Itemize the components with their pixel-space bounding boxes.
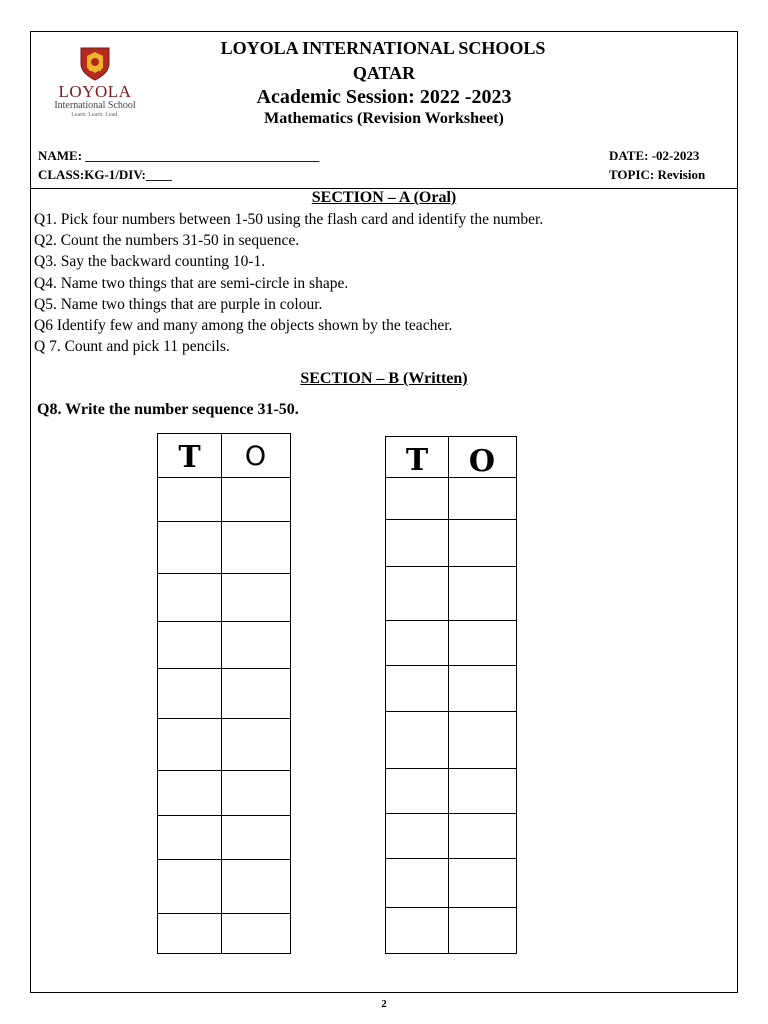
academic-session: Academic Session: 2022 -2023: [256, 86, 512, 108]
logo-tagline: Learn. Learn. Lead.: [71, 112, 119, 118]
class-field[interactable]: CLASS:KG-1/DIV:____: [38, 167, 172, 182]
topic-field: TOPIC: Revision: [609, 167, 706, 182]
question-item: Q5. Name two things that are purple in colour.: [34, 295, 323, 313]
question-item: Q2. Count the numbers 31-50 in sequence.: [34, 232, 300, 250]
tens-header: T: [178, 440, 201, 475]
name-field[interactable]: NAME: ____________________________________: [38, 148, 320, 163]
question-item: Q3. Say the backward counting 10-1.: [34, 253, 266, 271]
question-item: Q 7. Count and pick 11 pencils.: [34, 338, 230, 356]
question-8: Q8. Write the number sequence 31-50.: [37, 401, 299, 418]
worksheet-subject: Mathematics (Revision Worksheet): [264, 110, 504, 127]
tens-header: T: [405, 443, 429, 478]
page-number: 2: [381, 998, 387, 1010]
question-item: Q4. Name two things that are semi-circle in shape.: [34, 274, 349, 292]
date-field: DATE: -02-2023: [609, 148, 700, 163]
question-item: Q6 Identify few and many among the objects shown by the teacher.: [34, 316, 453, 334]
tens-ones-table-left[interactable]: [157, 433, 291, 954]
question-item: Q1. Pick four numbers between 1-50 using the flash card and identify the number.: [34, 211, 544, 228]
section-a-title: SECTION – A (Oral): [311, 189, 457, 206]
school-country: QATAR: [352, 63, 416, 83]
tens-ones-table-right[interactable]: [385, 436, 517, 954]
oral-question-list: [34, 209, 734, 357]
logo-name: LOYOLA: [58, 82, 132, 101]
ones-header: O: [244, 441, 267, 472]
logo-subtitle: International School: [54, 100, 136, 111]
ones-header: O: [468, 444, 496, 479]
school-title: LOYOLA INTERNATIONAL SCHOOLS: [220, 38, 546, 58]
section-b-title: SECTION – B (Written): [300, 370, 468, 387]
